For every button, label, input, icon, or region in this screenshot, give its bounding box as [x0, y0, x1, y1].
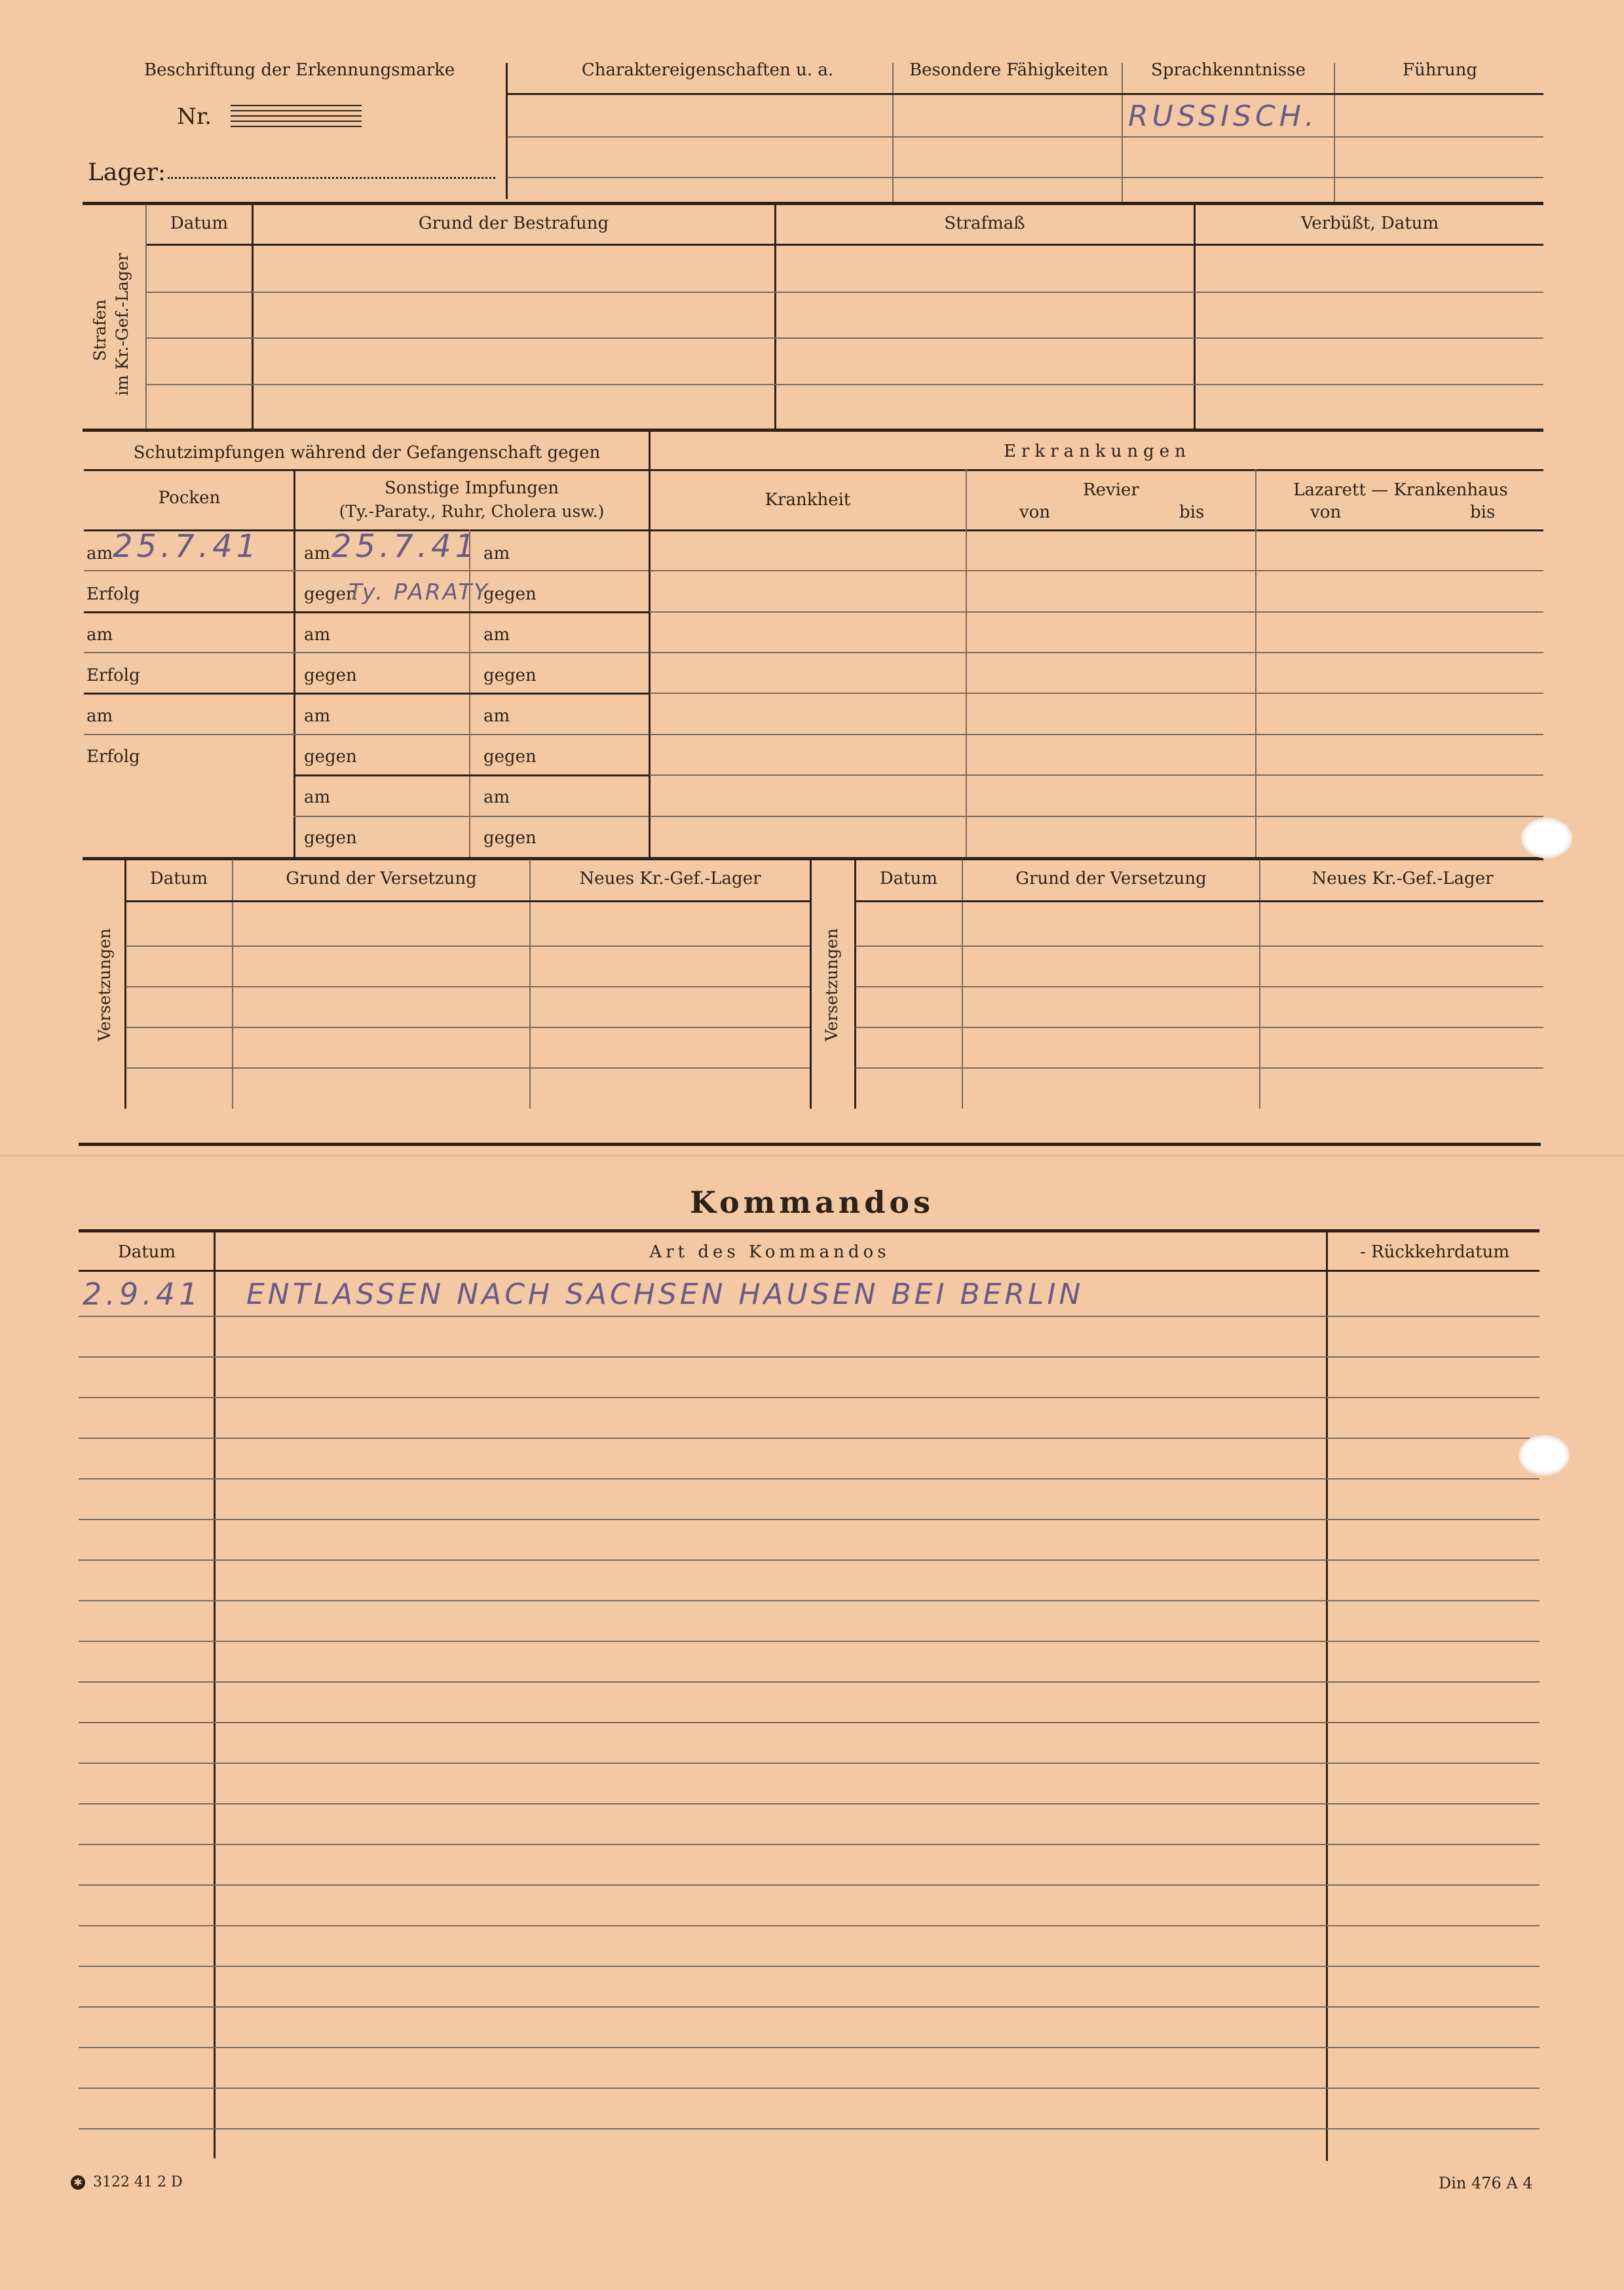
versetzung-datum-left: Datum: [149, 869, 208, 888]
sprachkenntnisse-value: RUSSISCH.: [1128, 100, 1318, 133]
pocken-date-value: 25.7.41: [113, 528, 261, 565]
sonstige-gegen-4: gegen: [304, 828, 357, 848]
pocken-label: Pocken: [158, 488, 221, 508]
lazarett-von-label: von: [1310, 503, 1342, 522]
strafen-side-label: [89, 253, 134, 396]
versetzungen-side-label-right: Versetzungen: [822, 928, 841, 1042]
faehigkeiten-label: Besondere Fähigkeiten: [909, 60, 1108, 80]
sonstige-am-3: am: [304, 706, 331, 726]
krankheit-label: Krankheit: [765, 490, 851, 510]
fuehrung-label: Führung: [1402, 60, 1478, 80]
sonstige-gegen-2: gegen: [304, 666, 357, 685]
nr-label: Nr.: [177, 104, 212, 130]
sonstige-gegen-value: Ty. PARATY: [349, 579, 489, 605]
sonstige2-am-2: am: [483, 625, 510, 645]
verbuesst-label: Verbüßt, Datum: [1300, 214, 1439, 233]
punch-hole-bottom: [1519, 1435, 1570, 1476]
revier-bis-label: bis: [1179, 503, 1205, 522]
sonstige2-am-1: am: [483, 544, 510, 563]
lazarett-bis-label: bis: [1470, 503, 1496, 522]
revier-von-label: von: [1019, 503, 1051, 522]
kommandos-title: Kommandos: [690, 1185, 934, 1220]
sonstige-gegen-1: gegen: [304, 584, 357, 604]
strafen-side-label-2: im Kr.-Gef.-Lager: [113, 253, 132, 396]
lager-label: Lager:: [88, 159, 166, 186]
sonstige-am-2: am: [304, 625, 331, 645]
beschriftung-label: Beschriftung der Erkennungsmarke: [144, 60, 455, 80]
kommando-entry-date: 2.9.41: [83, 1276, 202, 1312]
kommando-entry-text: ENTLASSEN NACH SACHSEN HAUSEN BEI BERLIN: [246, 1278, 1084, 1311]
footer-left-code: 3122 41 2 D: [93, 2174, 183, 2190]
versetzungen-side-label-left: Versetzungen: [95, 928, 114, 1042]
versetzung-grund-left: Grund der Versetzung: [286, 869, 477, 888]
pocken-am-3: am: [86, 706, 113, 726]
nr-field[interactable]: [231, 105, 362, 130]
versetzung-neues-right: Neues Kr.-Gef.-Lager: [1312, 869, 1494, 888]
sonstige-am-1: am: [304, 544, 331, 563]
versetzung-neues-left: Neues Kr.-Gef.-Lager: [579, 869, 761, 888]
kommandos-art-label: Art des Kommandos: [649, 1242, 890, 1262]
charakter-label: Charaktereigenschaften u. a.: [581, 60, 834, 80]
strafen-side-label-1: Strafen: [90, 299, 109, 362]
sonstige-label: Sonstige Impfungen: [384, 478, 559, 498]
footer-right-code: Din 476 A 4: [1439, 2174, 1533, 2192]
versetzung-datum-right: Datum: [879, 869, 938, 888]
versetzung-grund-right: Grund der Versetzung: [1015, 869, 1207, 888]
sonstige-date-value: 25.7.41: [331, 528, 480, 565]
erkrankungen-title: Erkrankungen: [1004, 442, 1191, 461]
revier-label: Revier: [1083, 480, 1139, 500]
kommandos-datum-label: Datum: [117, 1242, 176, 1262]
sonstige-am-4: am: [304, 788, 331, 807]
pocken-erfolg-3: Erfolg: [86, 747, 140, 767]
pocken-am-2: am: [86, 625, 113, 645]
strafen-datum-label: Datum: [170, 214, 229, 233]
sonstige2-gegen-2: gegen: [483, 666, 537, 685]
sprachkenntnisse-label: Sprachkenntnisse: [1151, 60, 1306, 80]
sonstige-gegen-3: gegen: [304, 747, 357, 767]
sonstige2-gegen-1: gegen: [483, 584, 537, 604]
pocken-erfolg-2: Erfolg: [86, 666, 140, 685]
sonstige-sub-label: (Ty.-Paraty., Ruhr, Cholera usw.): [339, 502, 605, 521]
printer-mark-icon: ✱: [71, 2175, 85, 2190]
impfungen-title: Schutzimpfungen während der Gefangenschaft gegen: [133, 443, 601, 463]
lager-field[interactable]: [168, 177, 495, 179]
kommandos-ruled-lines: [79, 1316, 1539, 2154]
strafmass-label: Strafmaß: [944, 214, 1025, 233]
lazarett-label: Lazarett — Krankenhaus: [1293, 480, 1508, 500]
punch-hole-top: [1521, 818, 1572, 858]
sonstige2-am-3: am: [483, 706, 510, 726]
kommandos-rueckkehr-label: - Rückkehrdatum: [1360, 1242, 1509, 1262]
pocken-am-1: am: [86, 544, 113, 563]
pocken-erfolg-1: Erfolg: [86, 584, 140, 604]
strafen-grund-label: Grund der Bestrafung: [418, 214, 609, 233]
sonstige2-gegen-3: gegen: [483, 747, 537, 767]
sonstige2-gegen-4: gegen: [483, 828, 537, 848]
sonstige2-am-4: am: [483, 788, 510, 807]
